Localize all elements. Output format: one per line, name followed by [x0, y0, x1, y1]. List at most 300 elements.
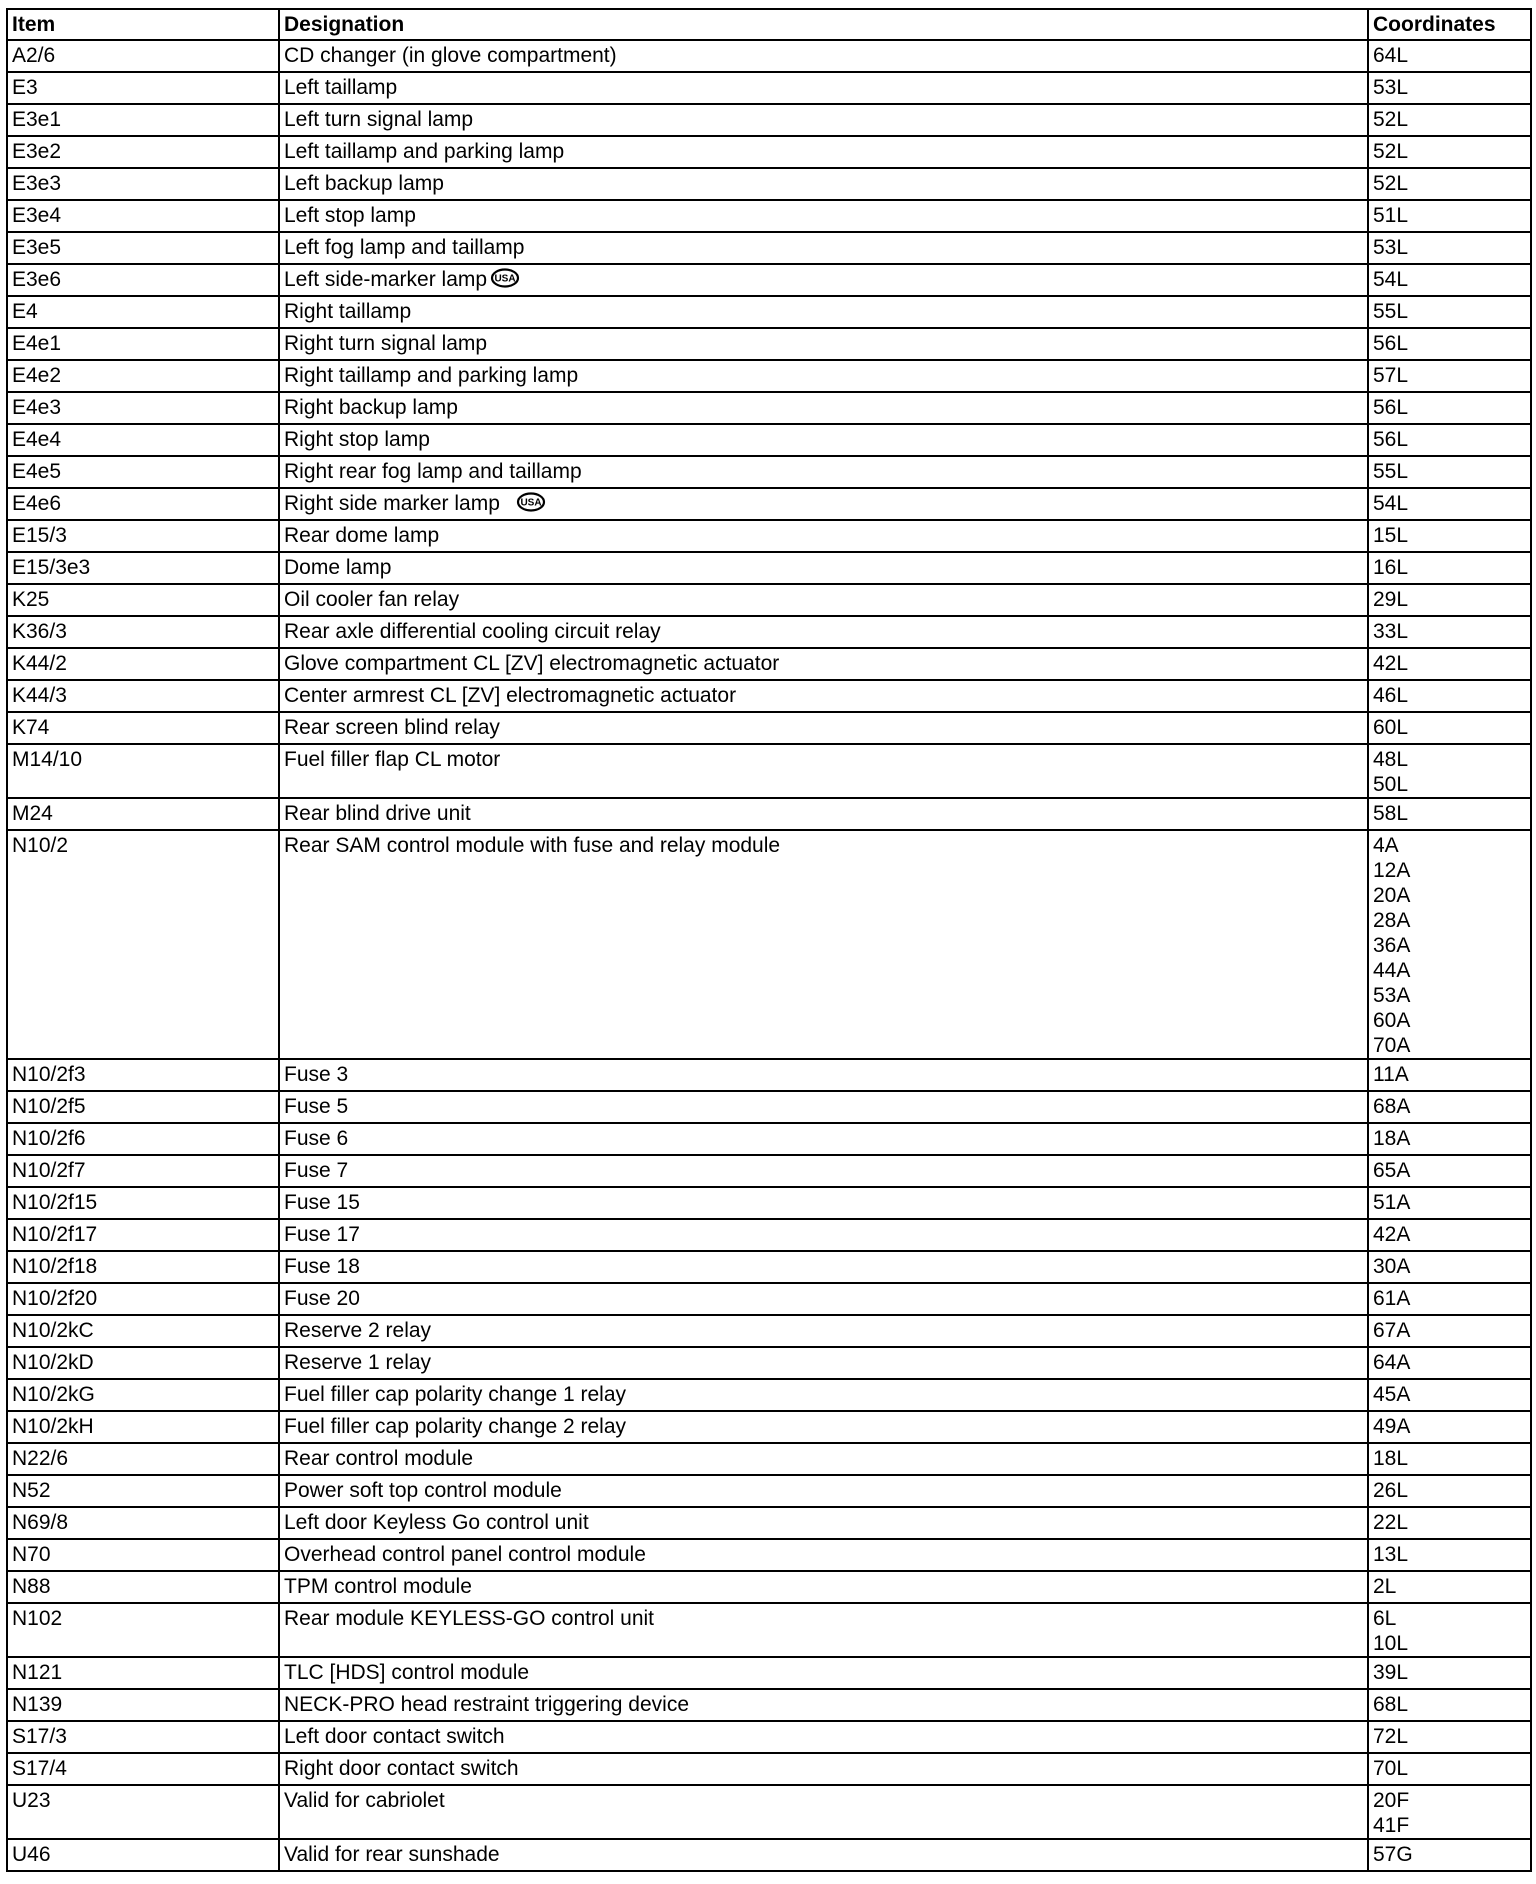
designation-text: Right door contact switch [284, 1757, 519, 1780]
designation-cell [279, 1091, 1368, 1123]
designation-cell [279, 1657, 1368, 1689]
coordinate-value: 10L [1373, 1632, 1409, 1655]
coordinate-value: 52L [1373, 172, 1409, 195]
table-row [7, 1187, 1531, 1219]
designation-cell [279, 1507, 1368, 1539]
item-code: E3e6 [12, 268, 62, 291]
coordinate-value: 54L [1373, 268, 1409, 291]
designation-cell [279, 1347, 1368, 1379]
coordinate-value: 53A [1373, 984, 1411, 1007]
item-cell [7, 712, 279, 744]
coordinates-cell [1368, 712, 1531, 744]
table-row [7, 1059, 1531, 1091]
coordinate-value: 65A [1373, 1159, 1411, 1182]
item-cell [7, 1539, 279, 1571]
item-cell [7, 1603, 279, 1657]
item-code: A2/6 [12, 44, 56, 67]
coordinate-value: 56L [1373, 396, 1409, 419]
item-code: K44/3 [12, 684, 67, 707]
coordinate-value: 16L [1373, 556, 1409, 579]
designation-text: Rear blind drive unit [284, 802, 471, 825]
designation-text: Right taillamp and parking lamp [284, 364, 579, 387]
component-legend-document [6, 8, 1530, 1872]
table-row [7, 392, 1531, 424]
designation-cell [279, 616, 1368, 648]
coordinate-value: 54L [1373, 492, 1409, 515]
item-cell [7, 1219, 279, 1251]
coordinates-cell [1368, 648, 1531, 680]
coordinates-cell [1368, 1123, 1531, 1155]
designation-text: Dome lamp [284, 556, 392, 579]
item-cell [7, 552, 279, 584]
designation-text: Fuse 3 [284, 1063, 349, 1086]
designation-text: Fuel filler cap polarity change 1 relay [284, 1383, 627, 1406]
item-code: E3e5 [12, 236, 62, 259]
coordinate-value: 58L [1373, 802, 1409, 825]
designation-cell [279, 1059, 1368, 1091]
item-cell [7, 1657, 279, 1689]
coordinates-cell [1368, 1443, 1531, 1475]
item-code: E3 [12, 76, 38, 99]
coordinate-value: 53L [1373, 236, 1409, 259]
coordinate-value: 60L [1373, 716, 1409, 739]
item-code: E15/3e3 [12, 556, 91, 579]
table-row [7, 744, 1531, 798]
coordinates-cell [1368, 168, 1531, 200]
item-code: N10/2kD [12, 1351, 94, 1374]
designation-cell [279, 488, 1368, 520]
item-code: E3e3 [12, 172, 62, 195]
item-cell [7, 1411, 279, 1443]
designation-cell [279, 1539, 1368, 1571]
designation-cell [279, 798, 1368, 830]
designation-text: Right stop lamp [284, 428, 430, 451]
coordinate-value: 42L [1373, 652, 1409, 675]
designation-text: Overhead control panel control module [284, 1543, 646, 1566]
designation-cell [279, 1187, 1368, 1219]
designation-cell [279, 1475, 1368, 1507]
coordinates-cell [1368, 392, 1531, 424]
item-code: N10/2 [12, 834, 69, 857]
coordinate-value: 56L [1373, 428, 1409, 451]
coordinates-cell [1368, 104, 1531, 136]
coordinates-cell [1368, 1603, 1531, 1657]
header-row [7, 9, 1531, 40]
coordinates-cell [1368, 1251, 1531, 1283]
designation-cell [279, 648, 1368, 680]
item-code: E15/3 [12, 524, 67, 547]
table-row [7, 264, 1531, 296]
header-designation: Designation [279, 9, 1368, 40]
item-cell [7, 744, 279, 798]
coordinates-cell [1368, 1539, 1531, 1571]
coordinates-cell [1368, 1059, 1531, 1091]
designation-cell [279, 1689, 1368, 1721]
table-row [7, 328, 1531, 360]
designation-cell [279, 1785, 1368, 1839]
designation-text: Center armrest CL [ZV] electromagnetic actuator [284, 684, 737, 707]
item-code: N102 [12, 1607, 63, 1630]
item-code: E4e1 [12, 332, 62, 355]
item-code: E4e4 [12, 428, 62, 451]
usa-version-icon [490, 268, 520, 294]
coordinate-value: 20A [1373, 884, 1411, 907]
coordinate-value: 51A [1373, 1191, 1411, 1214]
item-cell [7, 1475, 279, 1507]
item-code: E4e2 [12, 364, 62, 387]
designation-text: TPM control module [284, 1575, 472, 1598]
designation-text: Rear axle differential cooling circuit relay [284, 620, 661, 643]
designation-text: Left fog lamp and taillamp [284, 236, 525, 259]
item-code: M14/10 [12, 748, 83, 771]
designation-text: Oil cooler fan relay [284, 588, 460, 611]
designation-text: Fuse 17 [284, 1223, 360, 1246]
item-cell [7, 488, 279, 520]
table-row [7, 488, 1531, 520]
item-cell [7, 1123, 279, 1155]
item-cell [7, 1283, 279, 1315]
coordinate-value: 57G [1373, 1843, 1413, 1866]
coordinates-cell [1368, 360, 1531, 392]
designation-cell [279, 1251, 1368, 1283]
coordinates-cell [1368, 1507, 1531, 1539]
coordinates-cell [1368, 1721, 1531, 1753]
designation-text: Fuse 5 [284, 1095, 349, 1118]
item-code: U46 [12, 1843, 51, 1866]
coordinates-cell [1368, 40, 1531, 72]
coordinate-value: 48L [1373, 748, 1409, 771]
item-cell [7, 680, 279, 712]
coordinate-value: 55L [1373, 300, 1409, 323]
item-cell [7, 1507, 279, 1539]
designation-cell [279, 680, 1368, 712]
coordinate-value: 13L [1373, 1543, 1409, 1566]
coordinate-value: 46L [1373, 684, 1409, 707]
item-cell [7, 1155, 279, 1187]
item-code: S17/4 [12, 1757, 67, 1780]
coordinate-value: 36A [1373, 934, 1411, 957]
table-row [7, 72, 1531, 104]
item-code: E3e4 [12, 204, 62, 227]
coordinate-value: 70A [1373, 1034, 1411, 1057]
coordinate-value: 20F [1373, 1789, 1410, 1812]
table-row [7, 1219, 1531, 1251]
designation-text: Left stop lamp [284, 204, 416, 227]
designation-text: Left door contact switch [284, 1725, 505, 1748]
designation-cell [279, 830, 1368, 1059]
coordinate-value: 53L [1373, 76, 1409, 99]
coordinate-value: 42A [1373, 1223, 1411, 1246]
item-cell [7, 232, 279, 264]
coordinates-cell [1368, 1475, 1531, 1507]
item-code: E3e2 [12, 140, 62, 163]
designation-text: NECK-PRO head restraint triggering device [284, 1693, 690, 1716]
item-cell [7, 648, 279, 680]
item-code: N10/2f5 [12, 1095, 86, 1118]
usa-version-icon [516, 492, 546, 518]
item-code: N10/2f7 [12, 1159, 86, 1182]
item-cell [7, 104, 279, 136]
table-row [7, 520, 1531, 552]
coordinate-value: 44A [1373, 959, 1411, 982]
designation-text: Left backup lamp [284, 172, 444, 195]
item-code: K36/3 [12, 620, 67, 643]
table-row [7, 360, 1531, 392]
item-cell [7, 798, 279, 830]
table-row [7, 712, 1531, 744]
designation-text: Left side-marker lamp [284, 268, 488, 291]
table-row [7, 616, 1531, 648]
coordinates-cell [1368, 424, 1531, 456]
designation-text: Rear module KEYLESS-GO control unit [284, 1607, 655, 1630]
table-row [7, 168, 1531, 200]
item-cell [7, 1187, 279, 1219]
designation-text: Valid for rear sunshade [284, 1843, 500, 1866]
coordinate-value: 30A [1373, 1255, 1411, 1278]
coordinates-cell [1368, 1753, 1531, 1785]
header-item: Item [7, 9, 279, 40]
coordinates-cell [1368, 1411, 1531, 1443]
designation-text: Fuse 6 [284, 1127, 349, 1150]
coordinate-value: 60A [1373, 1009, 1411, 1032]
coordinates-cell [1368, 1155, 1531, 1187]
item-cell [7, 456, 279, 488]
designation-cell [279, 552, 1368, 584]
item-code: N69/8 [12, 1511, 69, 1534]
designation-text: Right taillamp [284, 300, 412, 323]
table-row [7, 1539, 1531, 1571]
designation-text: Right turn signal lamp [284, 332, 488, 355]
coordinate-value: 55L [1373, 460, 1409, 483]
item-cell [7, 72, 279, 104]
table-row [7, 1785, 1531, 1839]
usa-badge-text: USA [494, 273, 516, 285]
item-cell [7, 424, 279, 456]
item-cell [7, 1347, 279, 1379]
table-row [7, 1347, 1531, 1379]
coordinate-value: 41F [1373, 1814, 1410, 1837]
designation-cell [279, 1753, 1368, 1785]
item-cell [7, 1091, 279, 1123]
designation-cell [279, 1123, 1368, 1155]
table-row [7, 798, 1531, 830]
coordinate-value: 61A [1373, 1287, 1411, 1310]
coordinates-cell [1368, 1571, 1531, 1603]
coordinate-value: 68L [1373, 1693, 1409, 1716]
item-cell [7, 830, 279, 1059]
coordinates-cell [1368, 1379, 1531, 1411]
item-code: N10/2kH [12, 1415, 94, 1438]
coordinate-value: 18L [1373, 1447, 1409, 1470]
coordinate-value: 67A [1373, 1319, 1411, 1342]
coordinate-value: 51L [1373, 204, 1409, 227]
coordinate-value: 72L [1373, 1725, 1409, 1748]
item-code: N121 [12, 1661, 63, 1684]
header-coordinates: Coordinates [1368, 9, 1531, 40]
table-row [7, 830, 1531, 1059]
coordinates-cell [1368, 200, 1531, 232]
table-row [7, 424, 1531, 456]
designation-cell [279, 1411, 1368, 1443]
designation-text: Left turn signal lamp [284, 108, 474, 131]
item-code: E4e6 [12, 492, 62, 515]
designation-cell [279, 1283, 1368, 1315]
coordinates-cell [1368, 136, 1531, 168]
table-row [7, 1603, 1531, 1657]
coordinate-value: 2L [1373, 1575, 1397, 1598]
table-row [7, 456, 1531, 488]
item-cell [7, 1753, 279, 1785]
designation-cell [279, 360, 1368, 392]
coordinates-cell [1368, 830, 1531, 1059]
coordinate-value: 26L [1373, 1479, 1409, 1502]
designation-cell [279, 424, 1368, 456]
coordinate-value: 11A [1373, 1063, 1409, 1086]
coordinates-cell [1368, 1187, 1531, 1219]
usa-badge-text: USA [520, 497, 542, 509]
coordinates-cell [1368, 264, 1531, 296]
coordinates-cell [1368, 1689, 1531, 1721]
designation-cell [279, 168, 1368, 200]
designation-text: Left taillamp and parking lamp [284, 140, 565, 163]
item-cell [7, 1059, 279, 1091]
table-row [7, 1315, 1531, 1347]
table-header [7, 9, 1531, 40]
table-row [7, 1689, 1531, 1721]
designation-text: Right rear fog lamp and taillamp [284, 460, 582, 483]
item-cell [7, 520, 279, 552]
item-cell [7, 296, 279, 328]
coordinates-cell [1368, 584, 1531, 616]
item-cell [7, 1379, 279, 1411]
item-code: E4 [12, 300, 38, 323]
item-cell [7, 1785, 279, 1839]
item-cell [7, 264, 279, 296]
item-cell [7, 360, 279, 392]
table-row [7, 1411, 1531, 1443]
item-code: K74 [12, 716, 50, 739]
coordinate-value: 57L [1373, 364, 1409, 387]
designation-text: Rear dome lamp [284, 524, 440, 547]
coordinates-cell [1368, 1315, 1531, 1347]
item-code: N10/2f3 [12, 1063, 86, 1086]
item-cell [7, 584, 279, 616]
table-row [7, 1283, 1531, 1315]
table-row [7, 1507, 1531, 1539]
item-cell [7, 1443, 279, 1475]
designation-cell [279, 1155, 1368, 1187]
coordinate-value: 22L [1373, 1511, 1409, 1534]
coordinate-value: 64L [1373, 44, 1409, 67]
designation-cell [279, 456, 1368, 488]
item-code: E4e5 [12, 460, 62, 483]
designation-cell [279, 1443, 1368, 1475]
designation-cell [279, 1315, 1368, 1347]
coordinates-cell [1368, 1219, 1531, 1251]
item-code: N10/2f6 [12, 1127, 86, 1150]
item-cell [7, 200, 279, 232]
table-row [7, 1721, 1531, 1753]
coordinate-value: 12A [1373, 859, 1411, 882]
item-code: N88 [12, 1575, 51, 1598]
designation-cell [279, 72, 1368, 104]
coordinates-cell [1368, 296, 1531, 328]
designation-text: Reserve 1 relay [284, 1351, 432, 1374]
table-row [7, 1091, 1531, 1123]
item-cell [7, 392, 279, 424]
table-row [7, 40, 1531, 72]
designation-cell [279, 200, 1368, 232]
designation-cell [279, 744, 1368, 798]
item-cell [7, 1315, 279, 1347]
designation-cell [279, 264, 1368, 296]
designation-cell [279, 1219, 1368, 1251]
coordinates-cell [1368, 488, 1531, 520]
coordinates-cell [1368, 1785, 1531, 1839]
coordinate-value: 29L [1373, 588, 1409, 611]
designation-text: Glove compartment CL [ZV] electromagnetic actuator [284, 652, 780, 675]
item-cell [7, 168, 279, 200]
designation-text: Right backup lamp [284, 396, 458, 419]
item-cell [7, 616, 279, 648]
designation-cell [279, 584, 1368, 616]
item-code: N10/2kC [12, 1319, 94, 1342]
coordinates-cell [1368, 552, 1531, 584]
item-code: E4e3 [12, 396, 62, 419]
coordinate-value: 4A [1373, 834, 1399, 857]
table-row [7, 104, 1531, 136]
coordinates-cell [1368, 1839, 1531, 1871]
item-cell [7, 1251, 279, 1283]
designation-text: Rear screen blind relay [284, 716, 500, 739]
table-row [7, 1571, 1531, 1603]
item-code: K44/2 [12, 652, 67, 675]
designation-text: Right side marker lamp [284, 492, 500, 515]
table-row [7, 296, 1531, 328]
coordinates-cell [1368, 1657, 1531, 1689]
coordinate-value: 52L [1373, 108, 1409, 131]
item-code: N10/2f20 [12, 1287, 98, 1310]
designation-cell [279, 520, 1368, 552]
designation-cell [279, 1379, 1368, 1411]
item-code: S17/3 [12, 1725, 67, 1748]
designation-text: Left door Keyless Go control unit [284, 1511, 589, 1534]
coordinate-value: 49A [1373, 1415, 1411, 1438]
designation-cell [279, 1571, 1368, 1603]
coordinates-cell [1368, 328, 1531, 360]
coordinates-cell [1368, 520, 1531, 552]
table-row [7, 648, 1531, 680]
table-row [7, 1379, 1531, 1411]
coordinates-cell [1368, 1283, 1531, 1315]
coordinate-value: 33L [1373, 620, 1409, 643]
designation-cell [279, 104, 1368, 136]
designation-text: Fuse 18 [284, 1255, 360, 1278]
coordinates-cell [1368, 232, 1531, 264]
coordinate-value: 6L [1373, 1607, 1397, 1630]
coordinate-value: 70L [1373, 1757, 1409, 1780]
item-cell [7, 136, 279, 168]
item-code: M24 [12, 802, 53, 825]
item-cell [7, 328, 279, 360]
coordinate-value: 39L [1373, 1661, 1409, 1684]
table-row [7, 552, 1531, 584]
item-code: N139 [12, 1693, 63, 1716]
table-row [7, 1753, 1531, 1785]
designation-text: Power soft top control module [284, 1479, 562, 1502]
designation-text: TLC [HDS] control module [284, 1661, 530, 1684]
coordinates-cell [1368, 616, 1531, 648]
